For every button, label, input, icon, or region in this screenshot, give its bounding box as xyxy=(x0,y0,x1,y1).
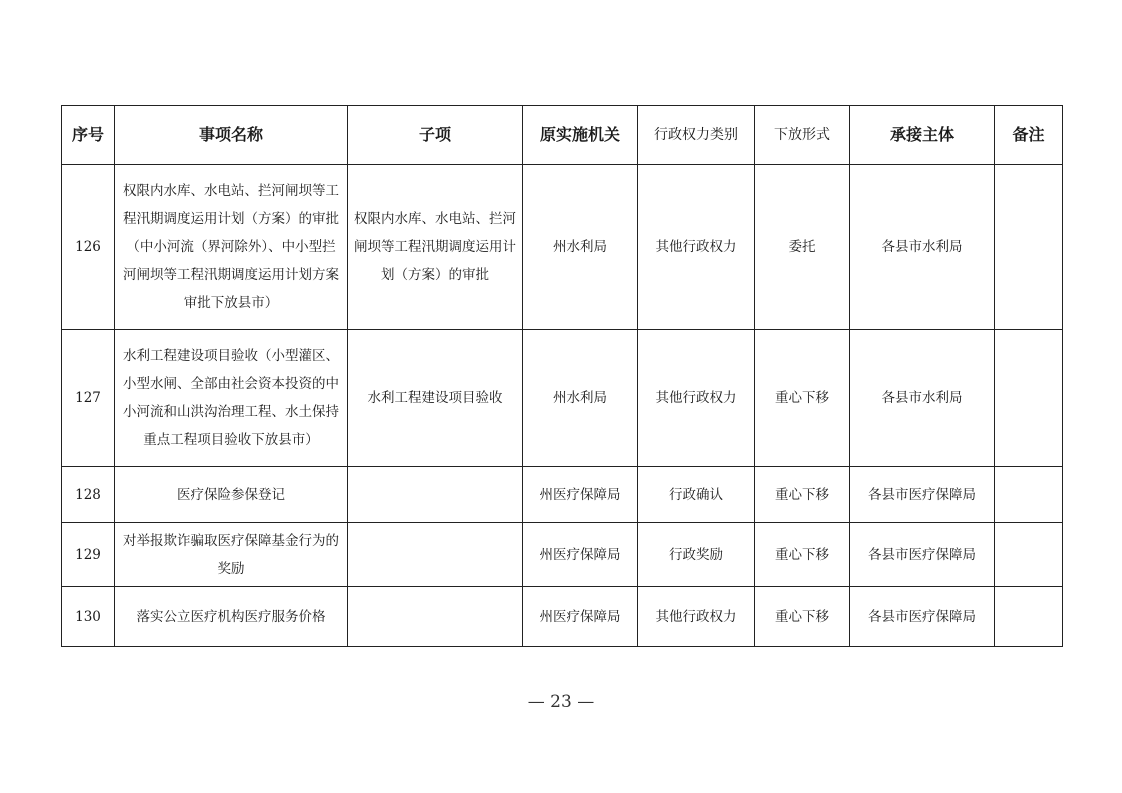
table-header-row xyxy=(62,106,1063,165)
cell-sub-item xyxy=(348,467,523,523)
cell-remarks xyxy=(995,165,1063,330)
header-sub-item: 子项 xyxy=(348,106,523,165)
cell-power-type: 行政确认 xyxy=(638,467,755,523)
cell-receiving-body: 各县市水利局 xyxy=(850,330,995,467)
cell-no: 130 xyxy=(62,587,115,647)
cell-original-agency: 州医疗保障局 xyxy=(523,587,638,647)
header-delegation-form: 下放形式 xyxy=(755,106,850,165)
table-row xyxy=(62,523,1063,587)
cell-receiving-body: 各县市医疗保障局 xyxy=(850,523,995,587)
cell-receiving-body: 各县市医疗保障局 xyxy=(850,467,995,523)
header-item-name: 事项名称 xyxy=(115,106,348,165)
cell-remarks xyxy=(995,523,1063,587)
cell-remarks xyxy=(995,330,1063,467)
delegation-table xyxy=(61,105,1063,647)
table-row xyxy=(62,467,1063,523)
cell-remarks xyxy=(995,587,1063,647)
cell-sub-item xyxy=(348,523,523,587)
cell-delegation-form: 委托 xyxy=(755,165,850,330)
cell-original-agency: 州水利局 xyxy=(523,165,638,330)
table-row xyxy=(62,330,1063,467)
cell-item-name: 医疗保险参保登记 xyxy=(115,467,348,523)
cell-sub-item xyxy=(348,587,523,647)
table-row xyxy=(62,587,1063,647)
header-receiving-body: 承接主体 xyxy=(850,106,995,165)
cell-delegation-form: 重心下移 xyxy=(755,587,850,647)
page-number: — 23 — xyxy=(527,692,595,712)
cell-receiving-body: 各县市医疗保障局 xyxy=(850,587,995,647)
cell-sub-item: 权限内水库、水电站、拦河闸坝等工程汛期调度运用计划（方案）的审批 xyxy=(348,165,523,330)
cell-power-type: 其他行政权力 xyxy=(638,165,755,330)
cell-no: 127 xyxy=(62,330,115,467)
cell-item-name: 水利工程建设项目验收（小型灌区、小型水闸、全部由社会资本投资的中小河流和山洪沟治理工程、水土保持重点工程项目验收下放县市） xyxy=(115,330,348,467)
table-row xyxy=(62,165,1063,330)
cell-power-type: 行政奖励 xyxy=(638,523,755,587)
cell-no: 129 xyxy=(62,523,115,587)
header-power-type: 行政权力类别 xyxy=(638,106,755,165)
cell-original-agency: 州医疗保障局 xyxy=(523,523,638,587)
cell-item-name: 权限内水库、水电站、拦河闸坝等工程汛期调度运用计划（方案）的审批（中小河流（界河除外）、中小型拦河闸坝等工程汛期调度运用计划方案审批下放县市） xyxy=(115,165,348,330)
cell-delegation-form: 重心下移 xyxy=(755,467,850,523)
cell-power-type: 其他行政权力 xyxy=(638,587,755,647)
cell-remarks xyxy=(995,467,1063,523)
cell-no: 126 xyxy=(62,165,115,330)
cell-delegation-form: 重心下移 xyxy=(755,330,850,467)
cell-item-name: 对举报欺诈骗取医疗保障基金行为的奖励 xyxy=(115,523,348,587)
header-no: 序号 xyxy=(62,106,115,165)
cell-receiving-body: 各县市水利局 xyxy=(850,165,995,330)
cell-power-type: 其他行政权力 xyxy=(638,330,755,467)
cell-original-agency: 州医疗保障局 xyxy=(523,467,638,523)
cell-no: 128 xyxy=(62,467,115,523)
cell-delegation-form: 重心下移 xyxy=(755,523,850,587)
cell-original-agency: 州水利局 xyxy=(523,330,638,467)
header-original-agency: 原实施机关 xyxy=(523,106,638,165)
header-remarks: 备注 xyxy=(995,106,1063,165)
cell-sub-item: 水利工程建设项目验收 xyxy=(348,330,523,467)
cell-item-name: 落实公立医疗机构医疗服务价格 xyxy=(115,587,348,647)
